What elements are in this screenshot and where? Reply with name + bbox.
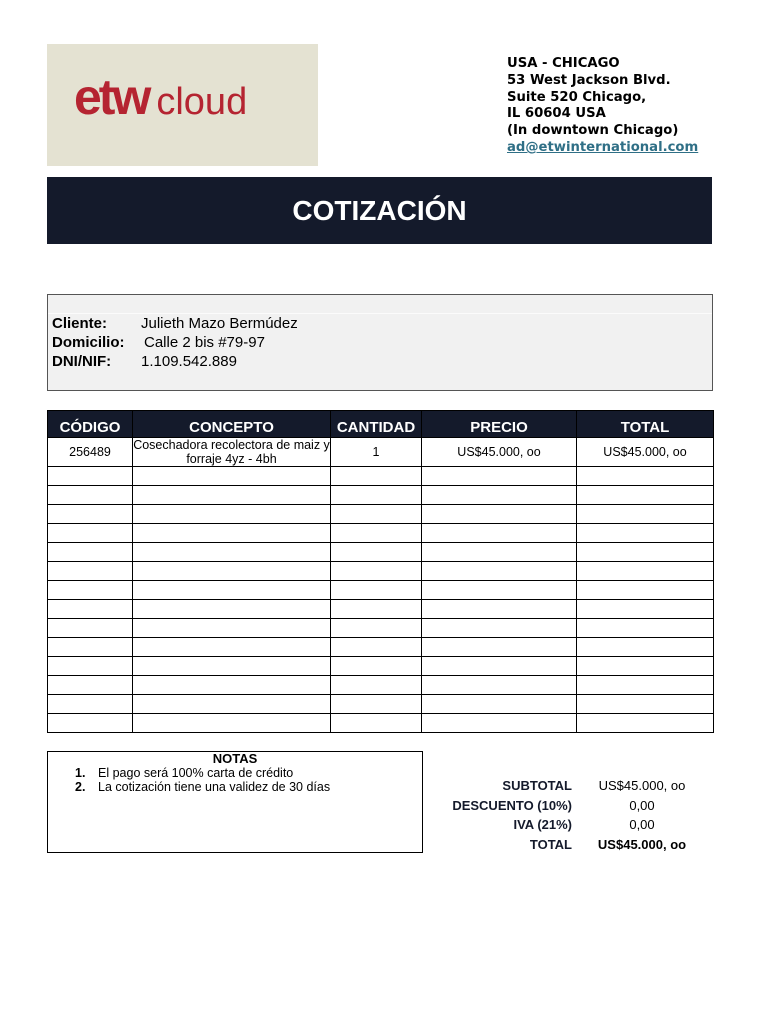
note-item bbox=[48, 766, 422, 780]
notes-box bbox=[47, 751, 423, 853]
empty-cell bbox=[331, 505, 422, 524]
header-codigo: CÓDIGO bbox=[48, 411, 133, 438]
header-cantidad: CANTIDAD bbox=[331, 411, 422, 438]
table-row-empty bbox=[48, 467, 714, 486]
empty-cell bbox=[133, 505, 331, 524]
tax-row bbox=[422, 815, 712, 835]
empty-cell bbox=[133, 676, 331, 695]
empty-cell bbox=[577, 619, 714, 638]
empty-cell bbox=[331, 524, 422, 543]
address-line: Suite 520 Chicago, bbox=[507, 89, 647, 105]
logo-brand: etw bbox=[74, 69, 149, 125]
grand-total-label: TOTAL bbox=[529, 836, 572, 852]
client-dni-label: DNI/NIF: bbox=[52, 353, 112, 370]
empty-cell bbox=[331, 714, 422, 733]
empty-cell bbox=[48, 543, 133, 562]
empty-cell bbox=[331, 695, 422, 714]
empty-cell bbox=[422, 695, 577, 714]
header-precio: PRECIO bbox=[422, 411, 577, 438]
empty-cell bbox=[133, 695, 331, 714]
note-text: La cotización tiene una validez de 30 días bbox=[98, 780, 331, 794]
empty-cell bbox=[577, 562, 714, 581]
logo-product: cloud bbox=[156, 81, 248, 123]
table-row bbox=[48, 438, 714, 467]
note-number: 1. bbox=[75, 766, 86, 780]
empty-cell bbox=[422, 543, 577, 562]
cell-cantidad: 1 bbox=[331, 438, 422, 467]
empty-cell bbox=[577, 543, 714, 562]
empty-cell bbox=[133, 714, 331, 733]
empty-cell bbox=[422, 638, 577, 657]
empty-cell bbox=[331, 486, 422, 505]
empty-cell bbox=[133, 657, 331, 676]
subtotal-row bbox=[422, 776, 712, 796]
empty-cell bbox=[577, 486, 714, 505]
empty-cell bbox=[331, 638, 422, 657]
empty-cell bbox=[577, 676, 714, 695]
discount-label: DESCUENTO (10%) bbox=[452, 797, 572, 813]
empty-cell bbox=[48, 695, 133, 714]
notes-title: NOTAS bbox=[212, 751, 258, 766]
empty-cell bbox=[331, 657, 422, 676]
empty-cell bbox=[331, 581, 422, 600]
empty-cell bbox=[133, 600, 331, 619]
client-name-label: Cliente: bbox=[52, 315, 108, 332]
company-logo bbox=[47, 44, 318, 166]
client-info-box bbox=[47, 294, 713, 391]
empty-cell bbox=[48, 657, 133, 676]
discount-value: 0,00 bbox=[629, 797, 655, 813]
client-address-label: Domicilio: bbox=[52, 334, 125, 351]
address-line: USA - CHICAGO bbox=[507, 56, 620, 71]
table-row-empty bbox=[48, 619, 714, 638]
notes-list bbox=[48, 766, 422, 794]
discount-row bbox=[422, 796, 712, 816]
cell-precio: US$45.000, oo bbox=[422, 438, 577, 467]
document-title: COTIZACIÓN bbox=[47, 177, 712, 244]
table-row-empty bbox=[48, 524, 714, 543]
empty-cell bbox=[48, 562, 133, 581]
table-row-empty bbox=[48, 581, 714, 600]
totals-section bbox=[422, 776, 712, 854]
table-header-row bbox=[48, 411, 714, 438]
empty-cell bbox=[133, 467, 331, 486]
empty-cell bbox=[577, 695, 714, 714]
empty-cell bbox=[331, 562, 422, 581]
cell-total: US$45.000, oo bbox=[577, 438, 714, 467]
empty-cell bbox=[48, 505, 133, 524]
address-line: (In downtown Chicago) bbox=[507, 123, 679, 139]
tax-value: 0,00 bbox=[629, 817, 655, 832]
empty-cell bbox=[48, 486, 133, 505]
empty-cell bbox=[133, 581, 331, 600]
table-row-empty bbox=[48, 695, 714, 714]
note-item bbox=[48, 780, 422, 794]
subtotal-value: US$45.000, oo bbox=[598, 778, 686, 793]
email-link[interactable]: ad@etwinternational.com bbox=[507, 139, 699, 155]
empty-cell bbox=[577, 505, 714, 524]
empty-cell bbox=[422, 619, 577, 638]
client-dni-value: 1.109.542.889 bbox=[141, 353, 237, 370]
empty-cell bbox=[133, 486, 331, 505]
client-address-value: Calle 2 bis #79-97 bbox=[144, 334, 265, 351]
cell-concepto: Cosechadora recolectora de maiz y forraje 4yz - 4bh bbox=[133, 438, 330, 466]
company-address bbox=[507, 56, 707, 166]
empty-cell bbox=[422, 562, 577, 581]
empty-cell bbox=[577, 714, 714, 733]
empty-cell bbox=[422, 467, 577, 486]
table-row-empty bbox=[48, 486, 714, 505]
tax-label: IVA (21%) bbox=[513, 817, 572, 832]
empty-cell bbox=[48, 524, 133, 543]
items-table bbox=[47, 410, 714, 733]
empty-cell bbox=[48, 714, 133, 733]
empty-cell bbox=[48, 638, 133, 657]
empty-cell bbox=[133, 524, 331, 543]
empty-cell bbox=[577, 467, 714, 486]
table-row-empty bbox=[48, 543, 714, 562]
note-number: 2. bbox=[75, 780, 86, 794]
empty-cell bbox=[48, 600, 133, 619]
empty-cell bbox=[331, 676, 422, 695]
empty-cell bbox=[577, 524, 714, 543]
empty-cell bbox=[48, 467, 133, 486]
table-row-empty bbox=[48, 562, 714, 581]
subtotal-label: SUBTOTAL bbox=[502, 778, 572, 793]
table-row-empty bbox=[48, 657, 714, 676]
empty-cell bbox=[48, 676, 133, 695]
empty-cell bbox=[133, 619, 331, 638]
table-row-empty bbox=[48, 638, 714, 657]
empty-cell bbox=[331, 619, 422, 638]
empty-cell bbox=[422, 581, 577, 600]
cell-codigo: 256489 bbox=[48, 438, 133, 467]
empty-cell bbox=[577, 600, 714, 619]
empty-cell bbox=[331, 543, 422, 562]
empty-cell bbox=[577, 581, 714, 600]
table-row-empty bbox=[48, 714, 714, 733]
table-row-empty bbox=[48, 676, 714, 695]
empty-cell bbox=[133, 562, 331, 581]
empty-cell bbox=[422, 676, 577, 695]
empty-cell bbox=[48, 619, 133, 638]
client-name-value: Julieth Mazo Bermúdez bbox=[141, 315, 298, 332]
empty-cell bbox=[422, 486, 577, 505]
empty-cell bbox=[422, 505, 577, 524]
table-row-empty bbox=[48, 600, 714, 619]
empty-cell bbox=[422, 600, 577, 619]
note-text: El pago será 100% carta de crédito bbox=[98, 766, 294, 780]
address-line: IL 60604 USA bbox=[507, 106, 606, 122]
empty-cell bbox=[331, 600, 422, 619]
header-total: TOTAL bbox=[577, 411, 714, 438]
address-line: 53 West Jackson Blvd. bbox=[507, 72, 671, 88]
empty-cell bbox=[331, 467, 422, 486]
empty-cell bbox=[577, 638, 714, 657]
grand-total-row bbox=[422, 835, 712, 855]
empty-cell bbox=[48, 581, 133, 600]
table-row-empty bbox=[48, 505, 714, 524]
empty-cell bbox=[133, 638, 331, 657]
empty-cell bbox=[422, 657, 577, 676]
header-concepto: CONCEPTO bbox=[133, 411, 331, 438]
grand-total-value: US$45.000, oo bbox=[597, 836, 687, 852]
empty-cell bbox=[422, 714, 577, 733]
empty-cell bbox=[422, 524, 577, 543]
empty-cell bbox=[577, 657, 714, 676]
empty-cell bbox=[133, 543, 331, 562]
